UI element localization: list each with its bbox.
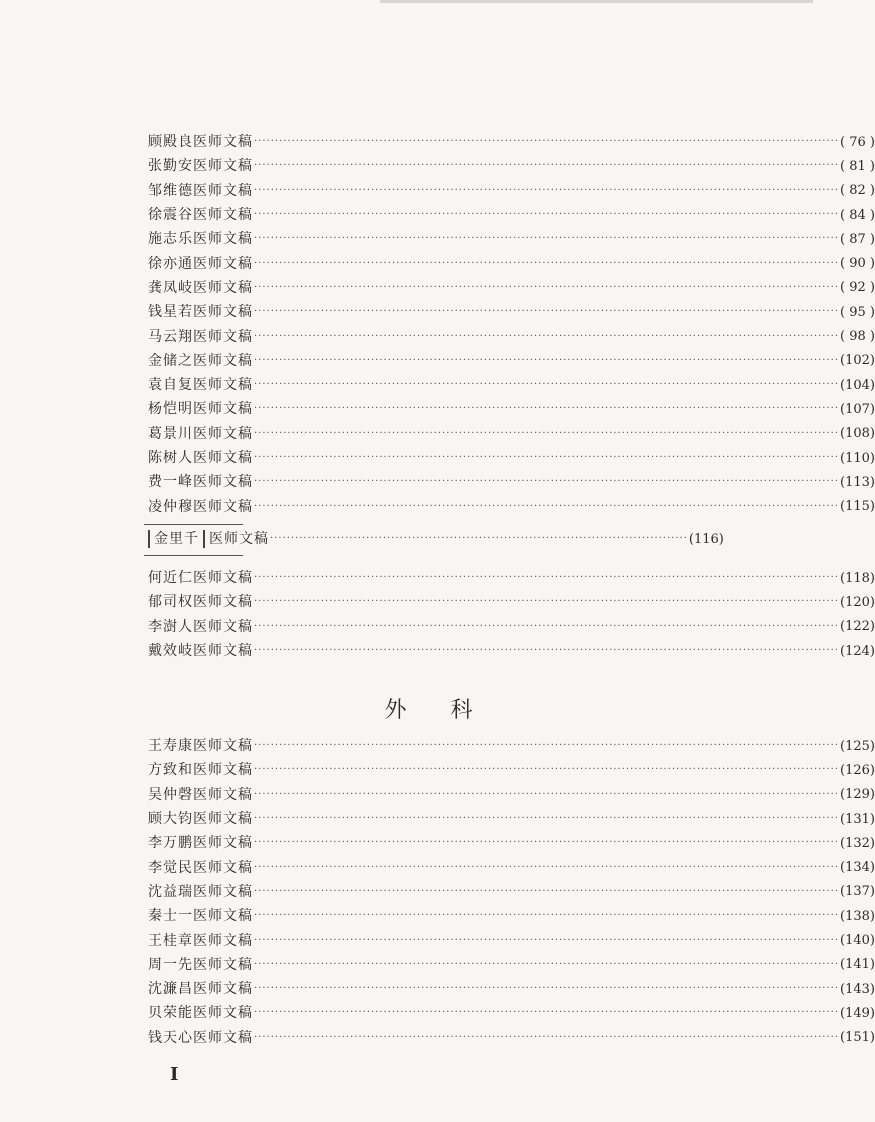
toc-entry[interactable] (148, 470, 875, 494)
entry-name: 顾大钧医师文稿 (148, 811, 253, 828)
entry-page: ( 76 ) (840, 134, 875, 150)
entry-page: (137) (840, 884, 875, 900)
leader-dots: ············································································································································ (254, 354, 840, 366)
toc-entry[interactable] (148, 349, 875, 373)
entry-name: 吴仲磬医师文稿 (148, 786, 253, 803)
entry-name: 何近仁医师文稿 (148, 570, 253, 587)
leader-dots: ············································································································································ (254, 910, 840, 922)
entry-name: 沈益瑞医师文稿 (148, 883, 253, 900)
entry-page: (141) (840, 957, 875, 973)
entry-name: 钱星若医师文稿 (148, 304, 253, 321)
entry-page: (143) (840, 981, 875, 997)
leader-dots: ············································································································································ (254, 596, 840, 608)
toc-entry[interactable] (148, 758, 875, 782)
entry-page: ( 98 ) (840, 329, 875, 345)
toc-entry[interactable] (148, 494, 875, 518)
toc-entry[interactable] (148, 130, 875, 154)
toc-entry[interactable] (148, 615, 875, 639)
entry-page: (104) (840, 377, 875, 393)
leader-dots: ············································································································································ (254, 885, 840, 897)
leader-dots: ············································································································································ (254, 620, 840, 632)
entry-page: (140) (840, 933, 875, 949)
entry-page: (138) (840, 908, 875, 924)
leader-dots: ············································································································································ (254, 645, 840, 657)
toc-list-surgery (148, 734, 875, 1050)
toc-entry[interactable] (148, 831, 875, 855)
entry-name: 金储之医师文稿 (148, 352, 253, 369)
entry-page: (116) (688, 531, 724, 547)
entry-name: 陈树人医师文稿 (148, 450, 253, 466)
leader-dots: ············································································································································ (254, 788, 840, 800)
toc-entry[interactable] (148, 566, 875, 590)
toc-entry[interactable] (148, 324, 875, 348)
entry-page: ( 87 ) (840, 231, 875, 247)
boxed-name: 金里千 (148, 530, 205, 548)
leader-dots: ············································································································································ (254, 764, 840, 776)
entry-name: 李澍人医师文稿 (148, 618, 253, 635)
entry-page: (102) (840, 353, 875, 369)
leader-dots: ············································································································································ (254, 983, 840, 995)
entry-name: 王桂章医师文稿 (148, 932, 253, 949)
entry-page: (115) (840, 499, 875, 515)
entry-name: 袁自复医师文稿 (148, 377, 253, 394)
toc-entry[interactable] (148, 855, 875, 879)
entry-name: 张勤安医师文稿 (148, 158, 253, 175)
toc-entry-boxed[interactable] (148, 520, 724, 558)
leader-dots: ············································································································································ (254, 403, 840, 415)
leader-dots: ············································································································································ (254, 427, 840, 439)
entry-page: (124) (840, 643, 875, 659)
scan-edge (380, 0, 813, 3)
toc-entry[interactable] (148, 734, 875, 758)
entry-page: (126) (840, 762, 875, 778)
toc-list-internal (148, 130, 875, 519)
leader-dots: ············································································································································ (254, 476, 840, 488)
toc-entry[interactable] (148, 446, 875, 470)
entry-page: ( 92 ) (840, 280, 875, 296)
leader-dots: ············································································································································ (254, 1007, 840, 1019)
leader-dots: ············································································································································ (254, 160, 840, 172)
leader-dots: ············································································································································ (254, 958, 840, 970)
entry-name: 凌仲穆医师文稿 (148, 498, 253, 515)
entry-page: ( 90 ) (840, 256, 875, 272)
toc-entry[interactable] (148, 373, 875, 397)
entry-name: 龚凤岐医师文稿 (148, 279, 253, 296)
entry-name: 周一先医师文稿 (148, 956, 253, 973)
leader-dots: ············································································································································ (254, 184, 840, 196)
leader-dots: ············································································································································ (254, 500, 840, 512)
toc-entry[interactable] (148, 1001, 875, 1025)
entry-page: (118) (840, 570, 875, 586)
entry-page: (149) (840, 1005, 875, 1021)
leader-dots: ············································································································································ (254, 330, 840, 342)
entry-name: 马云翔医师文稿 (148, 328, 253, 345)
leader-dots: ············································································································································ (254, 306, 840, 318)
entry-page: (108) (840, 426, 875, 442)
section-title: 外科 (384, 698, 517, 723)
entry-page: (113) (840, 474, 875, 490)
entry-name: 王寿康医师文稿 (148, 738, 253, 755)
entry-page: (151) (840, 1030, 875, 1046)
entry-name: 钱天心医师文稿 (148, 1029, 253, 1046)
leader-dots: ············································································································································ (254, 934, 840, 946)
entry-name: 秦士一医师文稿 (148, 908, 253, 925)
entry-name: 方致和医师文稿 (148, 762, 253, 779)
toc-entry[interactable] (148, 953, 875, 977)
entry-page: (132) (840, 835, 875, 851)
leader-dots: ············································································································································ (254, 813, 840, 825)
entry-page: (134) (840, 860, 875, 876)
leader-dots: ············································································································································ (254, 257, 840, 269)
leader-dots: ············································································································································ (254, 452, 840, 463)
entry-page: (125) (840, 738, 875, 754)
entry-page: (120) (840, 594, 875, 610)
leader-dots: ···································································································· (270, 533, 688, 544)
leader-dots: ············································································································································ (254, 1031, 840, 1043)
page-number: I (170, 1064, 179, 1085)
entry-name: 沈濂昌医师文稿 (148, 981, 253, 998)
leader-dots: ············································································································································ (254, 281, 840, 293)
toc-entry[interactable] (148, 928, 875, 952)
entry-page: (131) (840, 811, 875, 827)
entry-name: 施志乐医师文稿 (148, 231, 253, 248)
entry-name: 李觉民医师文稿 (148, 859, 253, 876)
toc-entry[interactable] (148, 300, 875, 324)
toc-entry[interactable] (148, 154, 875, 178)
entry-page: ( 95 ) (840, 304, 875, 320)
toc-list-boxed (148, 520, 724, 558)
toc-entry[interactable] (148, 422, 875, 446)
toc-entry[interactable] (148, 590, 875, 614)
entry-name: 戴效岐医师文稿 (148, 643, 253, 660)
entry-name: 贝荣能医师文稿 (148, 1005, 253, 1022)
toc-entry[interactable] (148, 783, 875, 807)
entry-page: (129) (840, 787, 875, 803)
toc-entry[interactable] (148, 880, 875, 904)
entry-page: ( 84 ) (840, 207, 875, 223)
toc-list-internal-cont (148, 566, 875, 663)
entry-name: 杨恺明医师文稿 (148, 401, 253, 418)
entry-name: 徐亦通医师文稿 (148, 255, 253, 272)
entry-page: (107) (840, 401, 875, 417)
entry-name: 葛景川医师文稿 (148, 425, 253, 442)
leader-dots: ············································································································································ (254, 233, 840, 245)
leader-dots: ············································································································································ (254, 861, 840, 873)
toc-entry[interactable] (148, 639, 875, 663)
entry-page: ( 81 ) (840, 158, 875, 174)
entry-page: ( 82 ) (840, 183, 875, 199)
entry-name: 邹维德医师文稿 (148, 182, 253, 199)
leader-dots: ············································································································································ (254, 740, 840, 752)
entry-name: 顾殿良医师文稿 (148, 134, 253, 151)
toc-entry[interactable] (148, 807, 875, 831)
leader-dots: ············································································································································ (254, 837, 840, 849)
toc-entry[interactable] (148, 904, 875, 928)
toc-entry[interactable] (148, 251, 875, 275)
entry-page: (110) (840, 450, 875, 466)
toc-entry[interactable] (148, 203, 875, 227)
toc-entry[interactable] (148, 977, 875, 1001)
leader-dots: ············································································································································ (254, 209, 840, 221)
leader-dots: ············································································································································ (254, 572, 840, 584)
leader-dots: ············································································································································ (254, 379, 840, 391)
toc-entry[interactable] (148, 276, 875, 300)
entry-name: 费一峰医师文稿 (148, 474, 253, 491)
entry-name: 李万鹏医师文稿 (148, 835, 253, 852)
leader-dots: ············································································································································ (254, 136, 840, 148)
toc-entry[interactable] (148, 1026, 875, 1050)
entry-name: 郁司权医师文稿 (148, 594, 253, 611)
entry-suffix: 医师文稿 (209, 531, 269, 547)
toc-entry[interactable] (148, 179, 875, 203)
toc-entry[interactable] (148, 397, 875, 421)
entry-name: 徐震谷医师文稿 (148, 207, 253, 224)
entry-page: (122) (840, 619, 875, 635)
toc-entry[interactable] (148, 227, 875, 251)
